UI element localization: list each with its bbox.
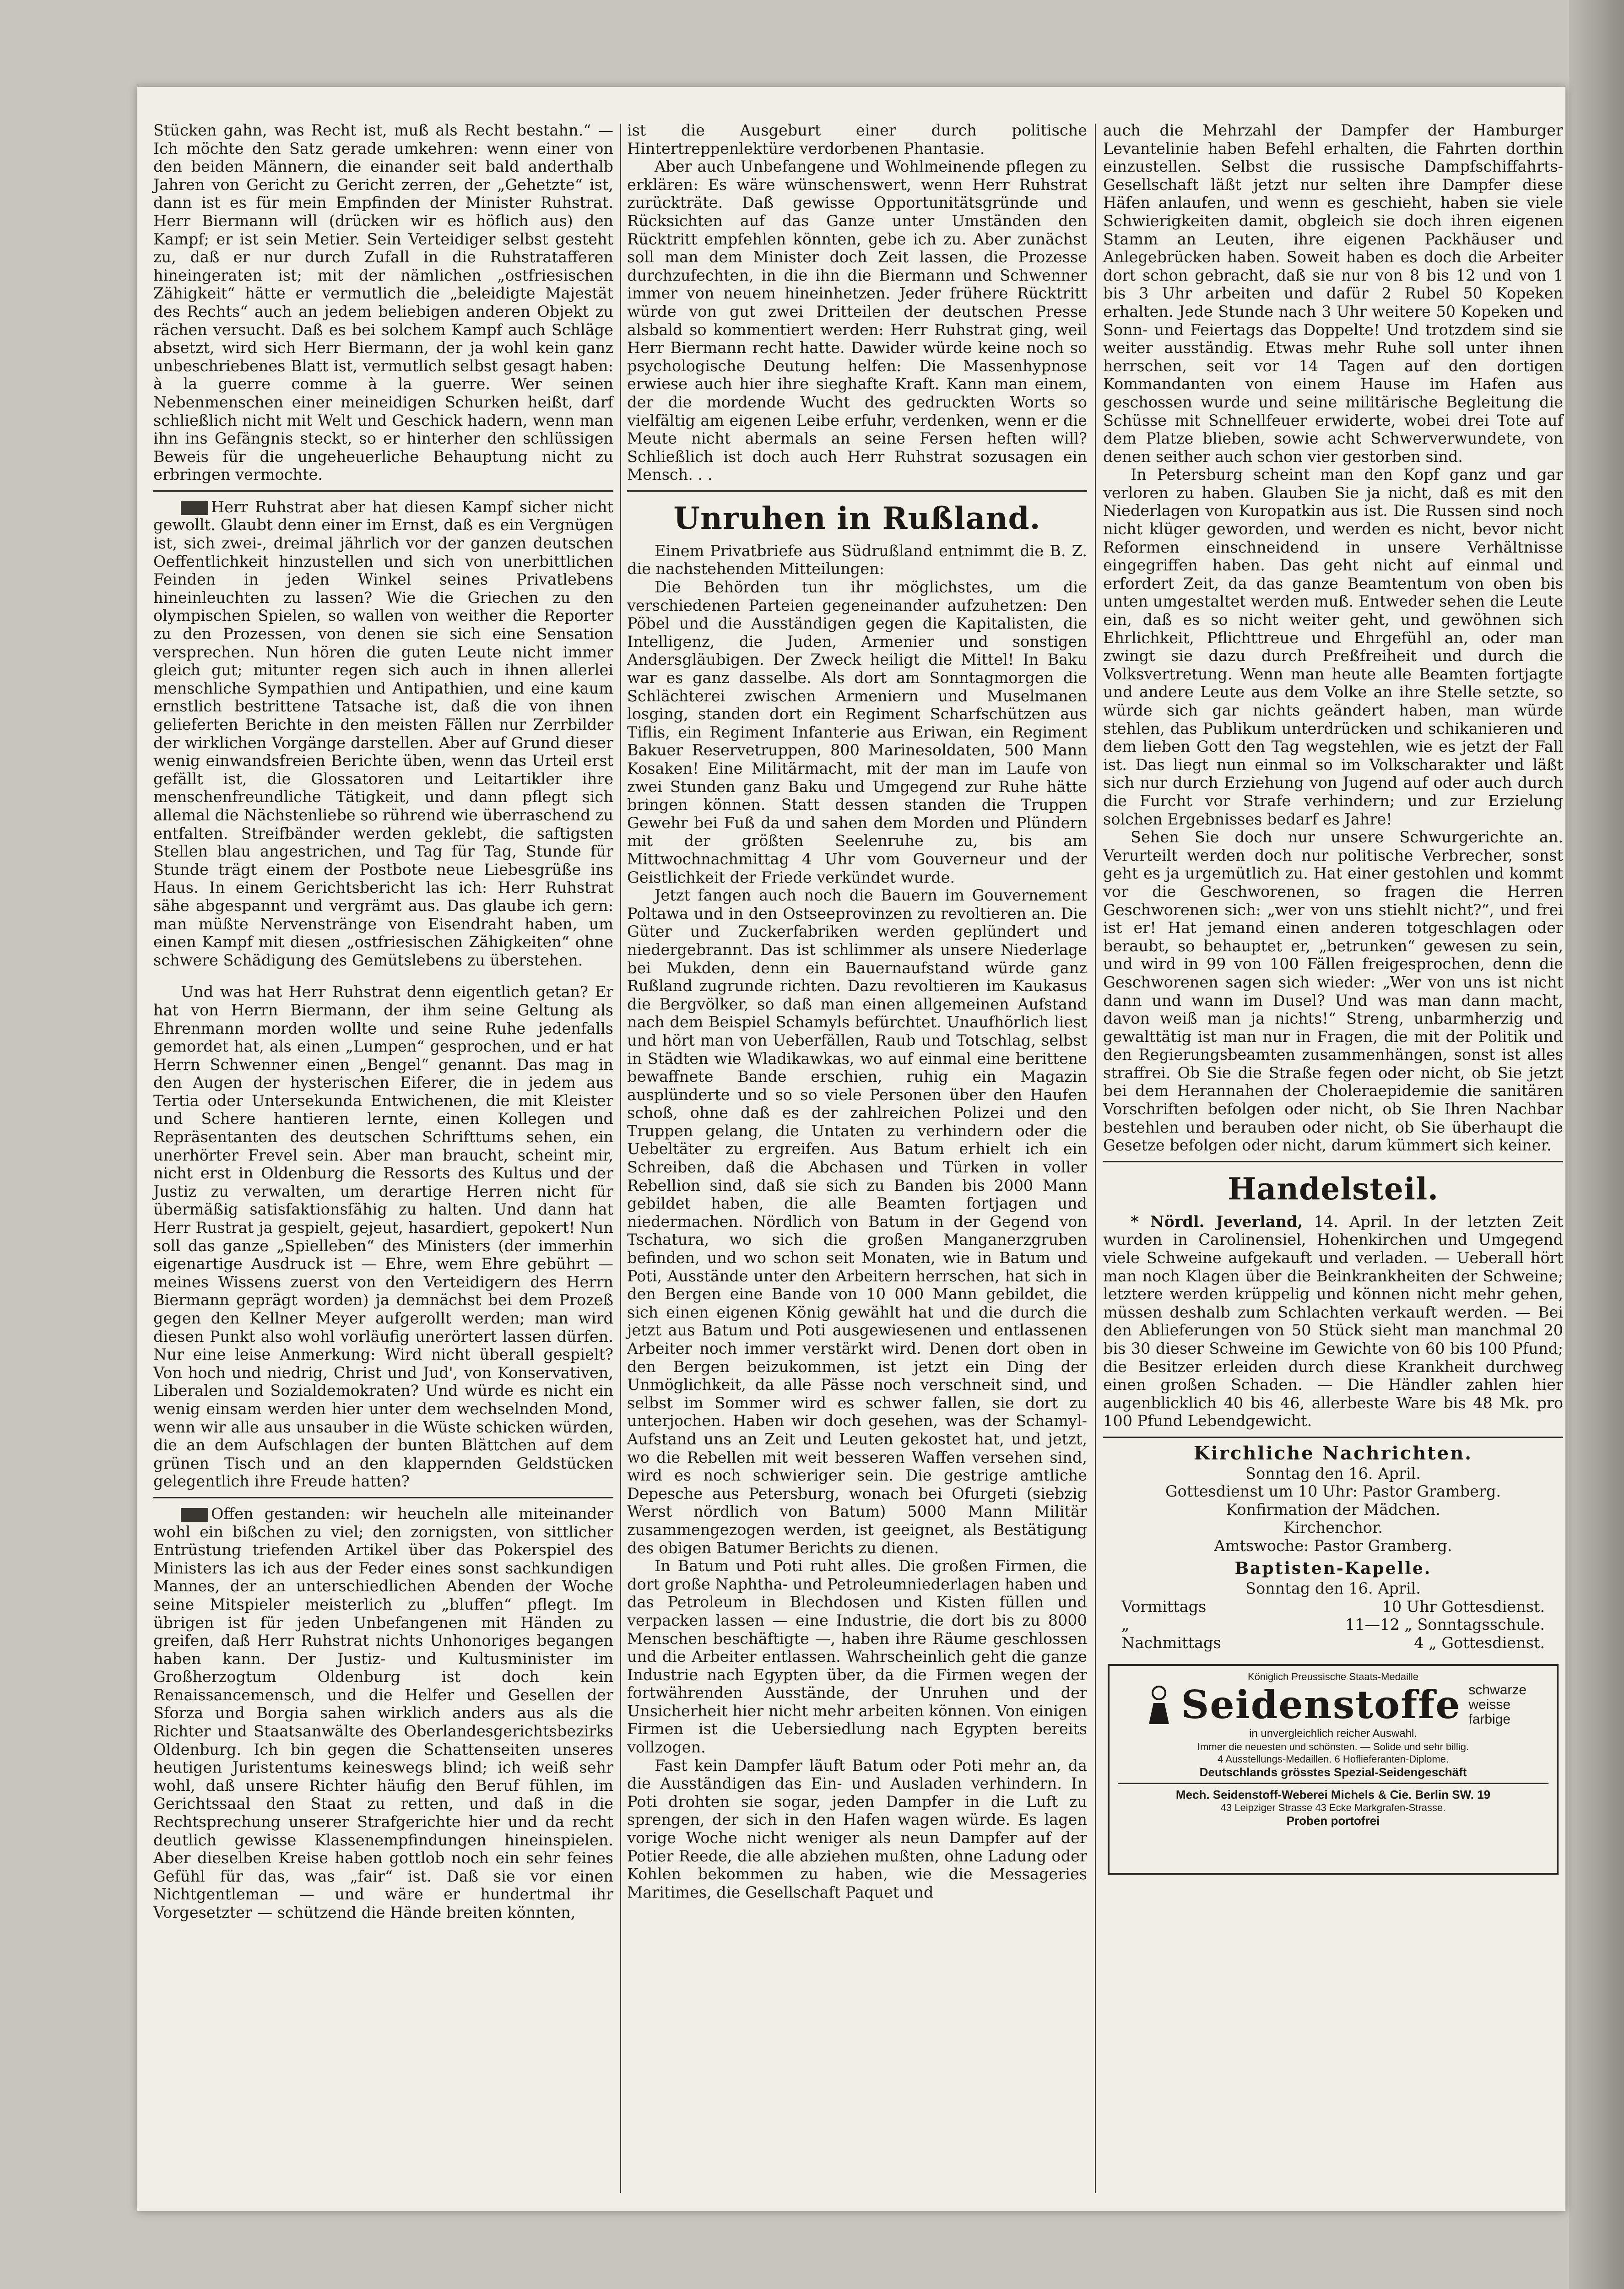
- paragraph-text: 14. April. In der letzten Zeit wurden in Carolinensiel, Hohenkirchen und Umgegend viele Schweine aufgekauft und verladen. — Ueberall hört man noch Klagen über die Beinkrankheiten der Schweine; letztere werden krüppelig und können nicht mehr gehen, müssen deshalb zum Schlachten verkauft werden. — Bei den Ablieferungen von 50 Stück sieht man manchmal 20 bis 30 dieser Schweine im Gewichte von 60 bis 100 Pfund; die Besitzer erleiden durch diese Krankheit durchweg einen großen Schaden. — Die Händler zahlen hier augenblicklich 40 bis 46, allerbeste Ware bis 48 Mk. pro 100 Pfund Lebendgewicht.: [1103, 1212, 1563, 1430]
- paragraph: [153, 498, 613, 969]
- schedule-row: [1103, 1616, 1563, 1634]
- schedule-time-label: „: [1121, 1616, 1130, 1634]
- column-left: [153, 121, 613, 1922]
- column-middle: [627, 121, 1087, 1901]
- section-marker-icon: [181, 501, 208, 515]
- paragraph: In Batum und Poti ruht alles. Die großen Firmen, die dort große Naphtha- und Petroleumniederlagen haben und das Petroleum in Blechdosen und Kisten füllen und verpacken lassen — eine Industrie, die dort bis zu 8000 Menschen beschäftigte —, haben ihre Räume geschlossen und die Arbeiter entlassen. Wahrscheinlich geht die ganze Industrie nach Egypten über, da die Firmen wegen der fortwährenden Ausstände, der Unruhen und der Unsicherheit hier nicht mehr arbeiten können. Von einigen Firmen ist die Uebersiedlung nach Egypten bereits vollzogen.: [627, 1557, 1087, 1757]
- ad-brand-row: [1118, 1683, 1548, 1727]
- ad-samples: Proben portofrei: [1286, 1813, 1380, 1828]
- paragraph-text: Herr Ruhstrat aber hat diesen Kampf sicher nicht gewollt. Glaubt denn einer im Ernst, daß es ein Vergnügen ist, sich zwei-, dreimal jährlich vor der ganzen deutschen Oeffentlichkeit hinzustellen und sich von unerbittlichen Feinden in jeden Winkel seines Privatlebens hineinleuchten zu lassen? Wie die Griechen zu den olympischen Spielen, so wallen von weither die Reporter zu den Prozessen, von denen sie sich eine Sensation versprechen. Nun hören die guten Leute nicht immer gleich gut; mitunter regen sich auch in ihnen allerlei menschliche Sympathien und Antipathien, und eine kaum ernstlich bestrittene Tatsache ist, daß die von ihnen gelieferten Berichte in den meisten Fällen nur Zerrbilder der wirklichen Vorgänge darstellen. Aber auf Grund dieser wenig einwandsfreien Berichte üben, wenn das Urteil erst gefällt ist, die Glossatoren und Leitartikler ihre menschenfreundliche Tätigkeit, und dann pflegt sich allemal die Nächstenliebe so rührend wie überraschend zu entfalten. Streifbänder werden geklebt, die saftigsten Stellen blau angestrichen, und Tag für Tag, Stunde für Stunde trägt einem der Postbote neue Liebesgrüße ins Haus. In einem Gerichtsbericht las ich: Herr Ruhstrat sähe abgespannt und vergrämt aus. Das glaube ich gern: man müßte Nervenstränge von Eisendraht haben, um einen Kampf mit diesen „ostfriesischen Zähigkeiten“ ohne schwere Schädigung des Gemütslebens zu überstehen.: [153, 498, 613, 969]
- paragraph: In Petersburg scheint man den Kopf ganz und gar verloren zu haben. Glauben Sie ja nicht, daß es mit den Niederlagen von Kuropatkin aus ist. Die Russen sind noch nicht klüger geworden, und werden es nicht, bevor nicht Reformen einschneidend in unsere Verhältnisse eingegriffen haben. Das geht nicht auf einmal und erfordert Zeit, da das ganze Beamtentum von oben bis unten umgestaltet werden muß. Entweder sehen die Leute ein, daß es so nicht weiter geht, und gewöhnen sich Ehrlichkeit, Pflichttreue und Ehrgefühl an, oder man zwingt sie dazu durch Preßfreiheit und durch die Volksvertretung. Wenn man heute alle Beamten fortjagte und andere Leute aus dem Volke an ihre Stelle setzte, so würde sich gar nichts geändert haben, man würde stehlen, das Publikum unterdrücken und schikanieren und dem lieben Gott den Tag wegstehlen, wie es jetzt der Fall ist. Das liegt nun einmal so im Volkscharakter und läßt sich nur durch Erziehung von Jugend auf oder auch durch die Furcht vor Strafe verhindern; und zur Erzielung solchen Ergebnisses bedarf es Jahre!: [1103, 466, 1563, 828]
- baptist-chapel-title: Baptisten-Kapelle.: [1234, 1558, 1432, 1578]
- ad-medal-line: Königlich Preussische Staats-Medaille: [1248, 1671, 1418, 1682]
- church-service: Gottesdienst um 10 Uhr: Pastor Gramberg.: [1165, 1482, 1501, 1501]
- paragraph: Aber auch Unbefangene und Wohlmeinende pflegen zu erklären: Es wäre wünschenswert, wenn Herr Ruhstrat zurückträte. Daß gewisse Opportunitätsgründe und Rücksichten auf das Ganze unter Umständen den Rücktritt empfehlen könnten, gebe ich zu. Aber zunächst soll man dem Minister doch Zeit lassen, die Prozesse durchzufechten, in die ihn die Biermann und Schwenner immer von neuem hineinhetzen. Jeder frühere Rücktritt würde von gut zwei Dritteilen der deutschen Presse alsbald so kommentiert werden: Herr Ruhstrat ging, weil Herr Biermann recht hatte. Dawider würde keine noch so psychologische Deutung helfen: Die Massenhypnose erwiese auch hier ihre sieghafte Kraft. Kann man einem, der die mordende Wucht des gedruckten Worts so vielfältig am eigenen Leibe erfuhr, verdenken, wenn er die Meute nicht abermals an seine Fersen heften will? Schließlich ist doch auch Herr Ruhstrat sozusagen ein Mensch. . .: [627, 157, 1087, 484]
- ad-line: Deutschlands grösstes Spezial-Seidengeschäft: [1199, 1765, 1467, 1779]
- column-rule: [1095, 124, 1096, 2193]
- paragraph: [153, 1505, 613, 1922]
- schedule-entry: 10 Uhr Gottesdienst.: [1382, 1597, 1545, 1616]
- ad-brand: Seidenstoffe: [1181, 1681, 1461, 1727]
- ad-line: Immer die neuesten und schönsten. — Solide und sehr billig.: [1197, 1741, 1469, 1752]
- schedule-entry: 11—12 „ Sonntagsschule.: [1345, 1616, 1545, 1634]
- paragraph: [1103, 1213, 1563, 1430]
- paragraph: Jetzt fangen auch noch die Bauern im Gouvernement Poltawa und in den Ostseeprovinzen zu revoltieren an. Die Güter und Zuckerfabriken werden geplündert und niedergebrannt. Das ist schlimmer als unsere Niederlage bei Mukden, denn ein Bauernaufstand würde ganz Rußland zugrunde richten. Dazu revoltieren im Kaukasus die Bergvölker, so daß man einen allgemeinen Aufstand nach dem Beispiel Schamyls befürchtet. Unaufhörlich liest und hört man von Ueberfällen, Raub und Totschlag, selbst in Städten wie Wladikawkas, wo auf einmal eine berittene bewaffnete Bande erschien, ruhig ein Magazin ausplünderte und so so viele Personen über den Haufen schoß, ohne daß es der zahlreichen Polizei und den Truppen gelang, die Untaten zu verhindern oder die Uebeltäter zu ergreifen. Aus Batum erhielt ich ein Schreiben, daß die Abchasen und Türken in voller Rebellion sind, daß sie sich zu Banden bis 2000 Mann gebildet haben, die alle Beamten fortjagen und niedermachen. Nördlich von Batum in der Gegend von Tschatura, wo sich die großen Manganerzgruben befinden, und wo schon seit Monaten, wie in Batum und Poti, Ausstände unter den Arbeitern herrschen, hat sich in den Bergen eine Bande von 10 000 Mann gebildet, die sich einen eigenen König gewählt hat und die durch die jetzt aus Batum und Poti ausgewiesenen und entlassenen Arbeiter noch immer verstärkt wird. Denen dort oben in den Bergen beizukommen, ist jetzt ein Ding der Unmöglichkeit, da alle Pässe noch verschneit sind, und selbst im Sommer wird es schwer fallen, sie dort zu unterjochen. Haben wir doch gesehen, was der Schamyl-Aufstand uns an Zeit und Leuten gekostet hat, und jetzt, wo die Rebellen mit weit besseren Waffen versehen sind, wird es noch schwieriger sein. Die gestrige amtliche Depesche aus Petersburg, wonach bei Ofurgeti (siebzig Werst nördlich von Batum) 5000 Mann Militär zusammengezogen werden, ist geeignet, als Bestätigung des obigen Batumer Berichts zu dienen.: [627, 886, 1087, 1557]
- schedule-row: [1103, 1634, 1563, 1652]
- separator: [153, 490, 613, 492]
- church-line: Amtswoche: Pastor Gramberg.: [1214, 1536, 1452, 1555]
- scan-edge: [1569, 0, 1624, 2289]
- separator: [153, 1497, 613, 1498]
- church-date: Sonntag den 16. April.: [1245, 1464, 1421, 1482]
- silk-advertisement: [1108, 1664, 1559, 1875]
- separator: [1103, 1437, 1563, 1438]
- ad-line: 4 Ausstellungs-Medaillen. 6 Hoflieferanten-Diplome.: [1217, 1753, 1449, 1765]
- article-heading: Unruhen in Rußland.: [673, 500, 1041, 536]
- separator: [627, 490, 1087, 492]
- church-line: Konfirmation der Mädchen.: [1226, 1500, 1440, 1519]
- paragraph: Die Behörden tun ihr möglichstes, um die verschiedenen Parteien gegeneinander aufzuhetzen: Den Pöbel und die Ausständigen gegen die Kapitalisten, die Intelligenz, die Juden, Armenier und sonstigen Andersgläubigen. Der Zweck heiligt die Mittel! In Baku war es ganz dasselbe. Als dort am Sonntagmorgen die Schlächterei zwischen Armeniern und Muselmanen losging, standen dort ein Regiment Scharfschützen aus Tiflis, ein Regiment Infanterie aus Eriwan, ein Regiment Bakuer Reservetruppen, 800 Marinesoldaten, 500 Mann Kosaken! Eine Militärmacht, mit der man im Laufe von zwei Stunden ganz Baku und Umgegend zur Ruhe hätte bringen können. Statt dessen standen die Truppen Gewehr bei Fuß da und sahen dem Morden und Plündern mit der größten Seelenruhe zu, bis am Mittwochnachmittag 4 Uhr vom Gouverneur und der Geistlichkeit der Friede verkündet wurde.: [627, 578, 1087, 886]
- ad-company: Mech. Seidenstoff-Weberei Michels & Cie. Berlin SW. 19: [1175, 1787, 1491, 1801]
- dateline: * Nördl. Jeverland,: [1131, 1212, 1303, 1231]
- ad-line: in unvergleichlich reicher Auswahl.: [1249, 1727, 1417, 1740]
- paragraph: auch die Mehrzahl der Dampfer der Hamburger Levantelinie haben Befehl erhalten, die Fahrten dorthin einzustellen. Selbst die russische Dampfschiffahrts-Gesellschaft läßt jetzt nur selten ihre Dampfer diese Häfen anlaufen, und wenn es geschieht, haben sie viele Schwierigkeiten damit, obgleich sie doch ihren eigenen Stamm an Leuten, ihre eigenen Packhäuser und Anlegebrücken haben. Soweit haben es doch die Arbeiter dort schon gebracht, daß sie nur von 8 bis 12 und von 1 bis 3 Uhr arbeiten und dafür 2 Rubel 50 Kopeken erhalten. Jede Stunde nach 3 Uhr weitere 50 Kopeken und Sonn- und Feiertags das Doppelte! Und trotzdem sind sie weiter ausständig. Etwas mehr Ruhe soll unter ihnen herrschen, seit vor 14 Tagen auf den dortigen Kommandanten von einem Hause im Hafen aus geschossen wurde und seine militärische Begleitung die Schüsse mit Schnellfeuer erwiderte, wobei drei Tote auf dem Platze blieben, sowie acht Schwerverwundete, von denen seither auch schon vier gestorben sind.: [1103, 121, 1563, 466]
- column-right: [1103, 121, 1563, 1875]
- schedule-time-label: Nachmittags: [1121, 1633, 1221, 1652]
- schedule-row: [1103, 1598, 1563, 1616]
- paragraph: Sehen Sie doch nur unsere Schwurgerichte an. Verurteilt werden doch nur politische Verbrecher, sonst geht es ja urgemütlich zu. Hat einer gestohlen und kommt vor die Geschworenen, so fragen die Herren Geschworenen sich: „wer von uns stiehlt nicht?“, und frei ist er! Hat jemand einen anderen totgeschlagen oder beraubt, so behauptet er, „betrunken“ gewesen zu sein, und wird in 99 von 100 Fällen freigesprochen, denn die Geschworenen sagen sich wieder: „Wer von uns ist nicht dann und wann im Dusel? Und was man dann macht, davon weiß man ja nichts!“ Streng, unbarmherzig und gewalttätig ist man nur in Fragen, die mit der Politik und den Regierungsbeamten zusammenhängen, sonst ist alles straffrei. Ob Sie die Straße fegen oder nicht, ob Sie jetzt bei dem Herannahen der Choleraepidemie die sanitären Vorschriften befolgen oder nicht, ob Sie Ihren Nachbar bestehlen und berauben oder nicht, ob Sie überhaupt die Gesetze befolgen oder nicht, darum kümmert sich keiner.: [1103, 828, 1563, 1155]
- paragraph: Stücken gahn, was Recht ist, muß als Recht bestahn.“ — Ich möchte den Satz gerade umkehren: wenn einer von den beiden Männern, die einander seit bald anderthalb Jahren von Gericht zu Gericht zerren, der „Gehetzte“ ist, dann ist es für mein Empfinden der Minister Ruhstrat. Herr Biermann will (drücken wir es höflich aus) den Kampf; er ist sein Metier. Sein Verteidiger selbst gesteht zu, daß er nur durch Zufall in die Ruhstratafferen hineingeraten ist; mit der nämlichen „ostfriesischen Zähigkeit“ hätte er vermutlich die „beleidigte Majestät des Rechts“ auch an jedem beliebigen anderen Objekt zu rächen versucht. Daß es bei solchem Kampf auch Schläge absetzt, wird sich Herr Biermann, der ja wohl kein ganz unbeschriebenes Blatt ist, vermutlich selbst gesagt haben: à la guerre comme à la guerre. Wer seinen Nebenmenschen einer meineidigen Schurken heißt, darf schließlich nicht mit Welt und Geschick hadern, wenn man ihn ins Gefängnis steckt, so er hinterher den schlüssigen Beweis für die ungeheuerliche Behauptung nicht zu erbringen vermochte.: [153, 121, 613, 484]
- schedule-entry: 4 „ Gottesdienst.: [1414, 1633, 1545, 1652]
- ad-divider: [1118, 1783, 1548, 1784]
- ad-variant: weisse: [1468, 1697, 1511, 1712]
- column-rule: [620, 124, 621, 2193]
- section-marker-icon: [181, 1508, 208, 1522]
- paragraph-text: Offen gestanden: wir heucheln alle miteinander wohl ein bißchen zu viel; den zornigsten, von sittlicher Entrüstung triefenden Artikel über das Pokerspiel des Ministers las ich aus der Feder eines sonst sachkundigen Mannes, der an unterschiedlichen Abenden der Woche seine Mitspieler meisterlich zu „bluffen“ pflegt. Im übrigen ist für jeden Unbefangenen mit Händen zu greifen, daß Herr Ruhstrat nichts Unhonoriges begangen haben kann. Der Justiz- und Kultusminister im Großherzogtum Oldenburg ist doch kein Renaissancemensch, und die Helfer und Gesellen der Sforza und Borgia sahen wirklich anders aus als die Richter und Staatsanwälte des Oberlandesgerichtsbezirks Oldenburg. Ich bin gegen die Schattenseiten unseres heutigen Juristentums keineswegs blind; ich weiß sehr wohl, daß unsere Richter häufig den Beruf fühlen, im Gerichtssaal den Staat zu retten, und daß in die Rechtsprechung unserer Strafgerichte hier und da recht deutlich gewisse Klassenempfindungen hineinspielen. Aber dieselben Kreise haben gottlob noch ein sehr feines Gefühl für das, was „fair“ ist. Daß sie vor einen Nichtgentleman — und wäre er hundertmal ihr Vorgesetzter — schützend die Hände breiten könnten,: [153, 1504, 613, 1921]
- church-news-title: Kirchliche Nachrichten.: [1193, 1442, 1473, 1464]
- paragraph: Und was hat Herr Ruhstrat denn eigentlich getan? Er hat von Herrn Biermann, der ihm seine Geltung als Ehrenmann morden wollte und seine Ruhe jedenfalls gemordet hat, als einen „Lumpen“ gesprochen, und er hat Herrn Schwenner einen „Bengel“ genannt. Das mag in den Augen der hysterischen Eiferer, die in jedem aus Tertia oder Untersekunda Entwichenen, die mit Kleister und Schere hantieren lernte, einen Kollegen und Repräsentanten des deutschen Schrifttums sehen, ein unerhörter Frevel sein. Aber man braucht, scheint mir, nicht erst in Oldenburg die Ressorts des Kultus und der Justiz zu verwalten, um derartige Herren nicht für übermäßig satisfaktionsfähig zu halten. Und dann hat Herr Rustrat ja gespielt, gejeut, hasardiert, gepokert! Nun soll das ganze „Spielleben“ des Ministers (der immerhin eigenartige Ausdruck ist — Ehre, wem Ehre gebührt — meines Wissens zuerst von den Verteidigern des Herrn Biermann geprägt worden) ja demnächst bei dem Prozeß gegen den Kellner Meyer aufgerollt werden; man wird diesen Punkt also wohl vorläufig unerörtert lassen dürfen. Nur eine leise Anmerkung: Wird nicht überall gespielt? Von hoch und niedrig, Christ und Jud', von Konservativen, Liberalen und Sozialdemokraten? Und würde es nicht ein wenig einsam werden hier unter dem wechselnden Mond, wenn wir alle aus unsauber in die Wüste schicken würden, die an dem Aufschlagen der bunten Blättchen auf dem grünen Tisch und an den klappernden Geldstücken gelegentlich ihre Freude hatten?: [153, 983, 613, 1491]
- weaver-logo-icon: [1140, 1683, 1178, 1727]
- schedule-time-label: Vormittags: [1121, 1597, 1207, 1616]
- paragraph: Fast kein Dampfer läuft Batum oder Poti mehr an, da die Ausständigen das Ein- und Ausladen verhindern. In Poti drohten sie sogar, jeden Dampfer in die Luft zu sprengen, der sich in den Hafen wagen würde. Es lagen vorige Woche nicht weniger als neun Dampfer auf der Potier Reede, die alle abziehen mußten, ohne Ladung oder Kohlen bekommen zu haben, wie die Messageries Maritimes, die Gesellschaft Paquet und: [627, 1756, 1087, 1901]
- ad-address: 43 Leipziger Strasse 43 Ecke Markgrafen-Strasse.: [1220, 1801, 1446, 1813]
- ad-variant: farbige: [1468, 1711, 1511, 1727]
- church-line: Kirchenchor.: [1283, 1519, 1383, 1537]
- paragraph: Einem Privatbriefe aus Südrußland entnimmt die B. Z. die nachstehenden Mitteilungen:: [627, 542, 1087, 578]
- ad-variants: [1468, 1683, 1527, 1727]
- ad-variant: schwarze: [1468, 1682, 1527, 1698]
- section-heading: Handelsteil.: [1227, 1171, 1439, 1207]
- paragraph: ist die Ausgeburt einer durch politische Hintertreppenlektüre verdorbenen Phantasie.: [627, 121, 1087, 157]
- separator: [1103, 1161, 1563, 1162]
- baptist-date: Sonntag den 16. April.: [1245, 1579, 1421, 1598]
